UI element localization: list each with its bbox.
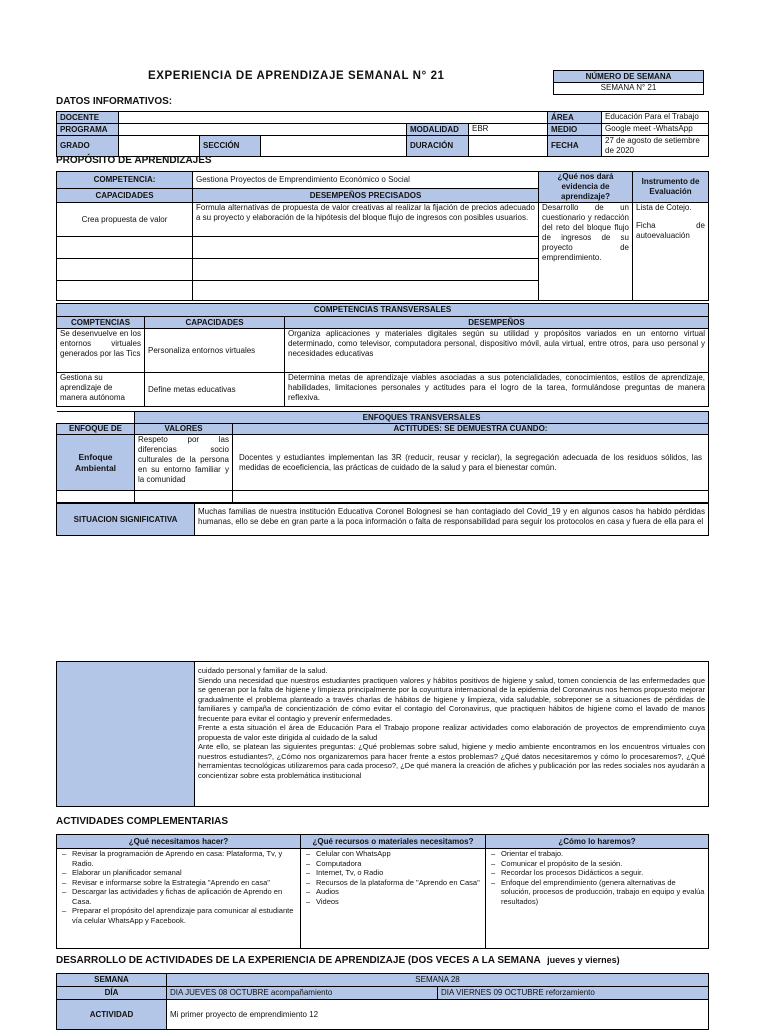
evidencia-header: ¿Qué nos dará evidencia de aprendizaje? xyxy=(539,172,633,203)
transv-comp-1: Se desenvuelve en los entornos virtuales generados por las Tics xyxy=(57,329,145,373)
modalidad-label: MODALIDAD xyxy=(407,124,469,136)
list-item: – Videos xyxy=(304,897,482,907)
medio-value: Google meet -WhatsApp xyxy=(602,124,709,136)
list-item: – Enfoque del emprendimiento (genera alternativas de solución, procesos de producción, trabajo en equipo y evalúa resultados) xyxy=(489,878,705,907)
area-label: ÁREA xyxy=(548,112,602,124)
empty-cap-2 xyxy=(57,259,193,281)
transv-des-1: Organiza aplicaciones y materiales digitales según su utilidad y propósitos variados en un entorno virtual determinado, como televisor, computadora personal, dispositivo móvil, aula virtual, entre otros, para uso personal y necesidades educativas xyxy=(285,329,709,373)
datos-heading: DATOS INFORMATIVOS: xyxy=(56,96,173,107)
transversales-heading: COMPETENCIAS TRANSVERSALES xyxy=(57,304,709,317)
hacer-list xyxy=(60,849,297,925)
situacion-label: SITUACION SIGNIFICATIVA xyxy=(57,504,195,536)
complementarias-heading: ACTIVIDADES COMPLEMENTARIAS xyxy=(56,816,229,827)
transv-col-capacidades: CAPACIDADES xyxy=(145,317,285,329)
transv-cap-1: Personaliza entornos virtuales xyxy=(145,329,285,373)
list-item: – Celular con WhatsApp xyxy=(304,849,482,859)
compl-como-cell xyxy=(486,849,709,949)
datos-table xyxy=(56,111,709,157)
enfoque-actitud: Docentes y estudiantes implementan las 3R (reducir, reusar y reciclar), la segregación adecuada de los residuos sólidos, las medidas de ecoeficiencia, las prácticas de cuidado de la salud y para el bienestar común. xyxy=(233,435,709,491)
programa-value xyxy=(119,124,407,136)
docente-label: DOCENTE xyxy=(57,112,119,124)
enfoque-empty-2 xyxy=(135,491,233,503)
list-item: – Audios xyxy=(304,887,482,897)
list-item: – Orientar el trabajo. xyxy=(489,849,705,859)
situacion-table-2 xyxy=(56,661,709,807)
desempeno-cell: Formula alternativas de propuesta de valor creativas al realizar la fijación de precios adecuado a su proyecto y elaboración de la hipótesis del bloque flujo de ingresos con posibles usuarios. xyxy=(193,203,539,237)
list-item: – Preparar el propósito del aprendizaje para comunicar al estudiante vía celular WhatsApp y Facebook. xyxy=(60,906,297,925)
fecha-value: 27 de agosto de setiembre de 2020 xyxy=(602,136,709,157)
transv-des-2: Determina metas de aprendizaje viables asociadas a sus potencialidades, conocimientos, estilos de aprendizaje, habilidades, limitaciones personales y actitudes para el logro de la tarea, formulándose preguntas de manera reflexiva. xyxy=(285,373,709,407)
capacidad-cell: Crea propuesta de valor xyxy=(57,203,193,237)
programa-label: PROGRAMA xyxy=(57,124,119,136)
enfoques-col-valores: VALORES xyxy=(135,424,233,435)
medio-label: MEDIO xyxy=(548,124,602,136)
compl-col-hacer: ¿Qué necesitamos hacer? xyxy=(57,835,301,849)
semana-box-value: SEMANA N° 21 xyxy=(554,83,704,95)
semana-box xyxy=(553,70,704,95)
competencia-label: COMPETENCIA: xyxy=(57,172,193,189)
grado-label: GRADO xyxy=(57,136,119,157)
recursos-list xyxy=(304,849,482,906)
empty-cap-1 xyxy=(57,237,193,259)
list-item: – Recursos de la plataforma de "Aprendo en Casa" xyxy=(304,878,482,888)
grado-value xyxy=(119,136,200,157)
desarrollo-semana-label: SEMANA xyxy=(57,974,167,987)
list-item: – Computadora xyxy=(304,859,482,869)
transv-cap-2: Define metas educativas xyxy=(145,373,285,407)
enfoques-table xyxy=(56,411,709,503)
desarrollo-heading-extra: jueves y viernes) xyxy=(547,955,620,965)
seccion-value xyxy=(261,136,407,157)
situacion-table-1 xyxy=(56,503,709,536)
enfoque-valor: Respeto por las diferencias socio culturales de la persona en su entorno familiar y la comunidad xyxy=(135,435,233,491)
competencia-value: Gestiona Proyectos de Emprendimiento Económico o Social xyxy=(193,172,539,189)
list-item: – Internet, Tv, o Radio xyxy=(304,868,482,878)
instrumento-cell xyxy=(633,203,709,301)
situacion-text-2: cuidado personal y familiar de la salud. Siendo una necesidad que nuestros estudiantes practiquen valores y hábitos positivos de higiene y salud, tomen conciencia de las enfermedades que se generan por la falta de higiene y limpieza principalmente por la coyuntura internacional de la epidemia del Coronavirus nos hemos propuesto mejorar gradualmente el problema planteado a través charlas de hábitos de higiene y limpieza, vida saludable, sobreponer se a situaciones de pérdidas de familiares y campaña de concientización de cómo evitar el contagio del Coronavirus, que practiquen hábitos de higiene como el lavado de manos frecuente para evitar el contagio y prevenir enfermedades. Frente a esta situación el área de Educación Para el Trabajo propone realizar actividades como elaboración de proyectos de emprendimiento cuya propuesta de valor este dirigida al cuidado de la salud Ante ello, se platean las siguientes preguntas: ¿Qué problemas sobre salud, higiene y medio ambiente encontramos en los encuentros virtuales con nuestros estudiantes?, ¿Cómo nos organizaremos para hacer frente a estos problemas? ¿Qué datos necesitaremos y cómo lo procesaremos?, ¿Qué herramientas tecnológicas utilizaremos para cada proceso?, ¿De qué manera la creación de afiches y publicación por las redes sociales nos ayudarán a concientizar sobre esta problemática institucional xyxy=(195,662,709,807)
desarrollo-dia-2: DIA VIERNES 09 OCTUBRE reforzamiento xyxy=(438,987,709,1000)
desarrollo-heading-main: DESARROLLO DE ACTIVIDADES DE LA EXPERIENCIA DE APRENDIZAJE (DOS VECES A LA SEMANA xyxy=(56,955,541,966)
transv-comp-2: Gestiona su aprendizaje de manera autónoma xyxy=(57,373,145,407)
como-list xyxy=(489,849,705,906)
transv-col-desempenos: DESEMPEÑOS xyxy=(285,317,709,329)
instrumento-2: Ficha de autoevaluación xyxy=(636,221,705,240)
list-item: – Revisar la programación de Aprendo en casa: Plataforma, Tv, y Radio. xyxy=(60,849,297,868)
desarrollo-dia-1: DIA JUEVES 08 OCTUBRE acompañamiento xyxy=(167,987,438,1000)
empty-cap-3 xyxy=(57,281,193,301)
desarrollo-semana-value: SEMANA 28 xyxy=(167,974,709,987)
list-item: – Recordar los procesos Didácticos a seguir. xyxy=(489,868,705,878)
list-item: – Comunicar el propósito de la sesión. xyxy=(489,859,705,869)
evidencia-cell: Desarrollo de un cuestionario y redacción del reto del bloque flujo de ingresos de su proyecto de emprendimiento. xyxy=(539,203,633,301)
seccion-label: SECCIÓN xyxy=(200,136,261,157)
empty-des-1 xyxy=(193,237,539,259)
empty-des-2 xyxy=(193,259,539,281)
desarrollo-dia-label: DÍA xyxy=(57,987,167,1000)
transversales-table xyxy=(56,303,709,407)
compl-hacer-cell xyxy=(57,849,301,949)
situacion-label-continued xyxy=(57,662,195,807)
duracion-label: DURACIÓN xyxy=(407,136,469,157)
enfoque-empty-3 xyxy=(233,491,709,503)
situacion-text-1: Muchas familias de nuestra institución Educativa Coronel Bolognesi se han contagiado del Covid_19 y en algunos casos ha habido pérdidas humanas, ello se debe en gran parte a la poca información o falta de responsabilidad para seguir los protocolos en casa y fuera de ella para el xyxy=(195,504,709,536)
proposito-table xyxy=(56,171,709,301)
desempenos-header: DESEMPEÑOS PRECISADOS xyxy=(193,189,539,203)
enfoques-col-enfoque: ENFOQUE DE xyxy=(57,424,135,435)
compl-col-recursos: ¿Qué recursos o materiales necesitamos? xyxy=(301,835,486,849)
fecha-label: FECHA xyxy=(548,136,602,157)
semana-box-label: NÚMERO DE SEMANA xyxy=(554,71,704,83)
complementarias-table xyxy=(56,834,709,949)
proposito-heading: PROPÓSITO DE APRENDIZAJES xyxy=(56,155,212,166)
page-title: EXPERIENCIA DE APRENDIZAJE SEMANAL N° 21 xyxy=(148,70,445,82)
list-item: – Descargar las actividades y fichas de aplicación de Aprendo en Casa. xyxy=(60,887,297,906)
duracion-value xyxy=(469,136,548,157)
list-item: – Revisar e informarse sobre la Estrategia "Aprendo en casa" xyxy=(60,878,297,888)
transv-col-competencias: COMPTENCIAS xyxy=(57,317,145,329)
empty-des-3 xyxy=(193,281,539,301)
enfoque-ambiental: Enfoque Ambiental xyxy=(57,435,135,491)
desarrollo-actividad-label: ACTIVIDAD xyxy=(57,1000,167,1030)
enfoque-empty-1 xyxy=(57,491,135,503)
enfoques-blank-left xyxy=(57,412,135,424)
docente-value xyxy=(119,112,548,124)
enfoques-heading: ENFOQUES TRANSVERSALES xyxy=(135,412,709,424)
compl-recursos-cell xyxy=(301,849,486,949)
instrumento-1: Lista de Cotejo. xyxy=(636,203,692,212)
desarrollo-actividad-value: Mi primer proyecto de emprendimiento 12 xyxy=(167,1000,709,1030)
list-item: – Elaborar un planificador semanal xyxy=(60,868,297,878)
compl-col-como: ¿Cómo lo haremos? xyxy=(486,835,709,849)
desarrollo-heading xyxy=(56,955,620,966)
enfoques-col-actitudes: ACTITUDES: SE DEMUESTRA CUANDO: xyxy=(233,424,709,435)
capacidades-header: CAPACIDADES xyxy=(57,189,193,203)
instrumento-header: Instrumento de Evaluación xyxy=(633,172,709,203)
modalidad-value: EBR xyxy=(469,124,548,136)
desarrollo-table xyxy=(56,973,709,1030)
area-value: Educación Para el Trabajo xyxy=(602,112,709,124)
